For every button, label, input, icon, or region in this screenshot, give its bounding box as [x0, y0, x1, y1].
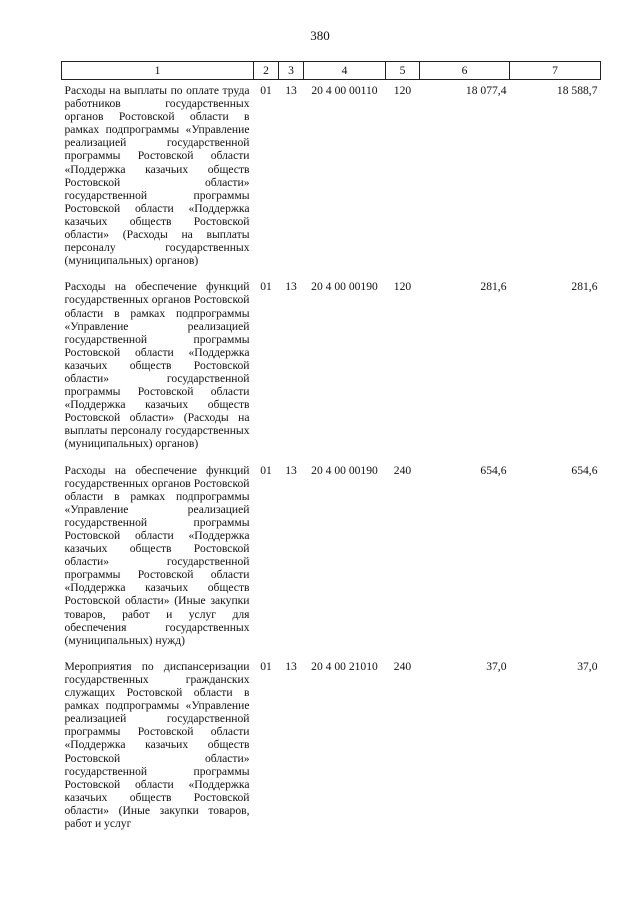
- page-number: 380: [310, 28, 330, 43]
- header-col-4: 4: [304, 62, 386, 80]
- header-col-2: 2: [254, 62, 279, 80]
- section-code: 01: [260, 659, 272, 673]
- table-row: [62, 656, 601, 839]
- amount-col-6: 18 077,4: [465, 84, 507, 97]
- section-code: 01: [260, 280, 272, 294]
- target-article-code: 20 4 00 21010: [311, 659, 378, 673]
- header-row: [62, 62, 601, 80]
- row-description: Мероприятия по диспансеризации государственных гражданских служащих Ростовской области в рамках подпрограммы «Управление реализацией государственной программы Ростовской области «Поддержка казачьих обществ Ростовской области» государственной программы Ростовской области «Поддержка казачьих обществ Ростовской области» (Иные закупки товаров, работ и услуг: [64, 659, 250, 830]
- row-description: Расходы на обеспечение функций государственных органов Ростовской области в рамках подпрограммы «Управление реализацией государственной программы Ростовской области «Поддержка казачьих обществ Ростовской области» государственной программы Ростовской области «Поддержка казачьих обществ Ростовской области» (Иные закупки товаров, работ и услуг для обеспечения государственных (муниципальных) нужд): [64, 463, 250, 647]
- header-col-7: 7: [510, 62, 601, 80]
- budget-table: [61, 61, 601, 839]
- expense-type-code: 240: [393, 463, 412, 477]
- header-col-5: 5: [386, 62, 420, 80]
- expense-type-code: 240: [393, 659, 412, 673]
- amount-col-7: 37,0: [577, 659, 598, 673]
- table-row: [62, 460, 601, 656]
- header-col-3: 3: [279, 62, 304, 80]
- section-code: 01: [260, 84, 272, 97]
- subsection-code: 13: [285, 280, 297, 294]
- subsection-code: 13: [285, 463, 297, 477]
- target-article-code: 20 4 00 00190: [311, 280, 378, 294]
- amount-col-7: 654,6: [571, 463, 598, 477]
- amount-col-6: 654,6: [480, 463, 507, 477]
- header-col-1: 1: [62, 62, 254, 80]
- expense-type-code: 120: [393, 280, 412, 294]
- target-article-code: 20 4 00 00110: [311, 84, 378, 97]
- amount-col-6: 37,0: [486, 659, 507, 673]
- amount-col-7: 281,6: [571, 280, 598, 294]
- row-description: Расходы на обеспечение функций государственных органов Ростовской области в рамках подпрограммы «Управление реализацией государственной программы Ростовской области «Поддержка казачьих обществ Ростовской области» государственной программы Ростовской области «Поддержка казачьих обществ Ростовской области» (Расходы на выплаты персоналу государственных (муниципальных) органов): [64, 280, 250, 451]
- amount-col-7: 18 588,7: [556, 84, 598, 97]
- table-row: [62, 80, 601, 277]
- header-col-6: 6: [420, 62, 510, 80]
- amount-col-6: 281,6: [480, 280, 507, 294]
- table-row: [62, 276, 601, 459]
- section-code: 01: [260, 463, 272, 477]
- row-description: Расходы на выплаты по оплате труда работников государственных органов Ростовской области в рамках подпрограммы «Управление реализацией государственной программы Ростовской области «Поддержка казачьих обществ Ростовской области» государственной программы Ростовской области «Поддержка казачьих обществ Ростовской области» (Расходы на выплаты персоналу государственных (муниципальных) органов): [64, 84, 250, 268]
- expense-type-code: 120: [393, 84, 412, 97]
- target-article-code: 20 4 00 00190: [311, 463, 378, 477]
- subsection-code: 13: [285, 84, 297, 97]
- subsection-code: 13: [285, 659, 297, 673]
